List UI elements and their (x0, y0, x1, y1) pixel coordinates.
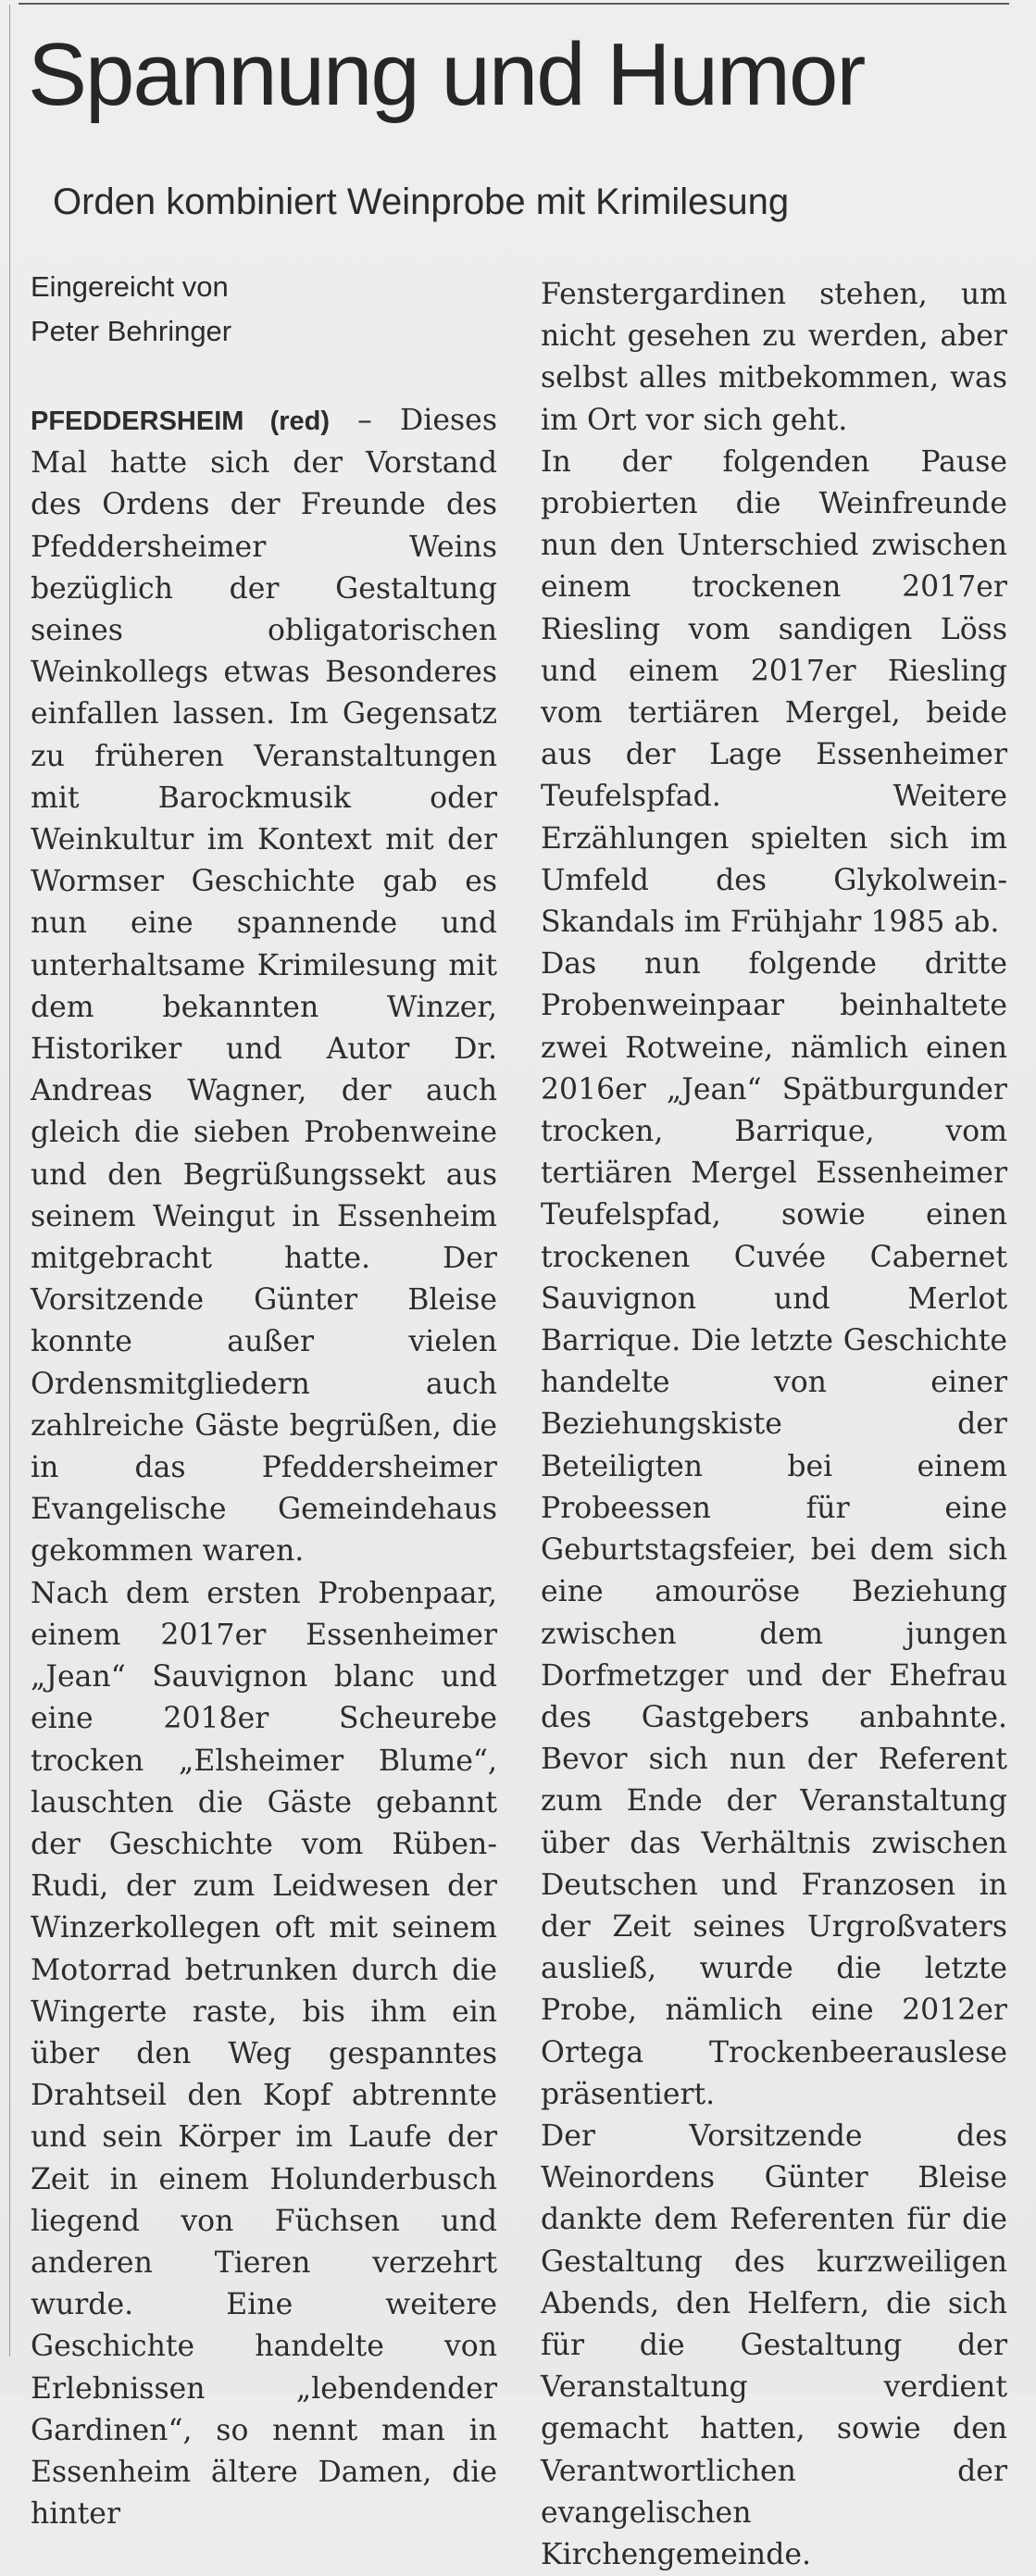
article-paragraph: Fenstergardinen stehen, um nicht gesehen zu werden, aber selbst alles mitbekommen, was im Ort vor sich geht. (541, 278, 1007, 437)
dateline: PFEDDERSHEIM (red) (31, 406, 331, 436)
paragraph-text: Dieses Mal hatte sich der Vorstand des Ordens der Freunde des Pfeddersheimer Weins bezüglich der Gestaltung seines obligatorischen Weinkollegs etwas Besonderes einfallen lassen. Im Gegensatz zu früheren Veranstaltungen mit Barockmusik oder Weinkultur im Kontext mit der Wormser Geschichte gab es nun eine spannende und unterhaltsame Krimilesung mit dem bekannten Winzer, Historiker und Autor Dr. Andreas Wagner, der auch gleich die sieben Probenweine und den Begrüßungssekt aus seinem Weingut in Essenheim mitgebracht hatte. Der Vorsitzende Günter Bleise konnte außer vielen Ordensmitgliedern auch zahlreiche Gäste begrüßen, die in das Pfeddersheimer Evangelische Gemeindehaus gekommen waren. (31, 404, 497, 1569)
article-paragraph (31, 400, 497, 1573)
article-paragraph: Der Vorsitzende des Weinordens Günter Bleise dankte dem Referenten für die Gestaltung des kurzweiligen Abends, den Helfern, die sich für die Gestaltung der Veranstaltung verdient gemacht hatten, sowie den Verantwortlichen der evangelischen Kirchengemeinde. (541, 2119, 1007, 2571)
headline: Spannung und Humor (28, 25, 865, 124)
subheadline: Orden kombiniert Weinprobe mit Krimilesung (53, 181, 790, 222)
top-rule (19, 3, 1009, 5)
dateline-dash: – (330, 404, 401, 437)
article-paragraph: In der folgenden Pause probierten die Weinfreunde nun den Unterschied zwischen einem trockenen 2017er Riesling vom sandigen Löss und einem 2017er Riesling vom tertiären Mergel, beide aus der Lage Essenheimer Teufelspfad. Weitere Erzählungen spielten sich im Umfeld des Glykolwein-Skandals im Frühjahr 1985 ab. (541, 444, 1007, 940)
article-paragraph: Das nun folgende dritte Probenweinpaar beinhaltete zwei Rotweine, nämlich einen 2016er „Jean“ Spätburgunder trocken, Barrique, vom tertiären Mergel Essenheimer Teufelspfad, sowie einen trockenen Cuvée Cabernet Sauvignon und Merlot Barrique. Die letzte Geschichte handelte von einer Beziehungskiste der Beteiligten bei einem Probeessen für eine Geburtstagsfeier, bei dem sich eine amouröse Beziehung zwischen dem jungen Dorfmetzger und der Ehefrau des Gastgebers anbahnte. Bevor sich nun der Referent zum Ende der Veranstaltung über das Verhältnis zwischen Deutschen und Franzosen in der Zeit seines Urgroßvaters ausließ, wurde die letzte Probe, nämlich eine 2012er Ortega Trockenbeerauslese präsentiert. (541, 947, 1007, 2111)
article-paragraph: Nach dem ersten Probenpaar, einem 2017er Essenheimer „Jean“ Sauvignon blanc und eine 2018er Scheurebe trocken „Elsheimer Blume“, lauschten die Gäste gebannt der Geschichte vom Rüben-Rudi, der zum Leidwesen der Winzerkollegen oft mit seinem Motorrad betrunken durch die Wingerte raste, bis ihm ein über den Weg gespanntes Drahtseil den Kopf abtrennte und sein Körper im Laufe der Zeit in einem Holunderbusch liegend von Füchsen und anderen Tieren verzehrt wurde. Eine weitere Geschichte handelte von Erlebnissen „lebendender Gardinen“, so nennt man in Essenheim ältere Damen, die hinter (31, 1576, 497, 2532)
byline-author: Peter Behringer (31, 315, 232, 347)
article-column-left (31, 400, 497, 2535)
byline (31, 265, 493, 354)
left-rule (9, 5, 10, 2357)
article-column-right (541, 274, 1007, 2576)
byline-line: Eingereicht von (31, 270, 229, 303)
